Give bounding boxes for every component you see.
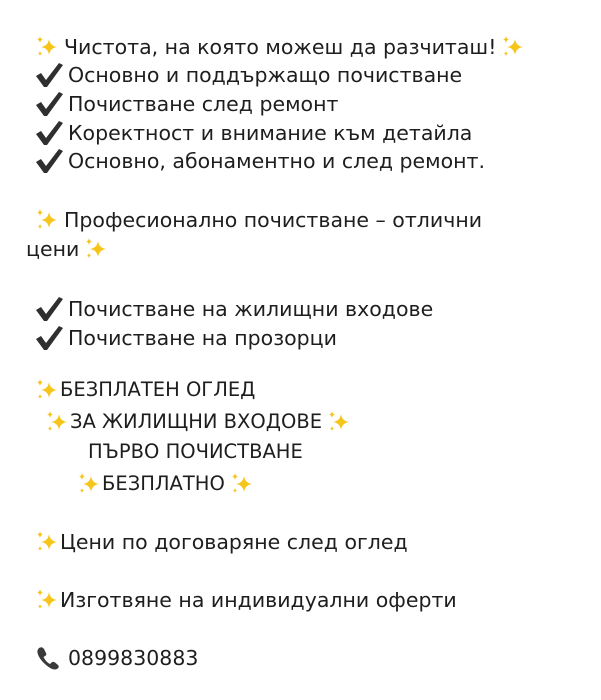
- check-icon: [34, 325, 64, 351]
- list-item-text: Почистване на прозорци: [68, 326, 337, 350]
- phone-line: [34, 643, 198, 673]
- headline-line: [34, 32, 526, 62]
- list-item-text: Почистване на жилищни входове: [68, 297, 434, 321]
- free-inspection-text: БЕЗПЛАТЕН ОГЛЕД: [60, 378, 256, 401]
- sparkles-icon: [229, 471, 255, 497]
- list-item-text: Почистване след ремонт: [68, 92, 339, 116]
- negotiable-prices-text: Цени по договаряне след оглед: [60, 530, 408, 554]
- sparkles-icon: [83, 236, 109, 262]
- sparkles-icon: [34, 34, 60, 60]
- free-inspection-line: [34, 375, 255, 405]
- check-icon: [34, 148, 64, 174]
- phone-icon: [34, 645, 62, 671]
- sparkles-icon: [34, 207, 60, 233]
- first-cleaning-text: ПЪРВО ПОЧИСТВАНЕ: [88, 440, 303, 463]
- list-item: [34, 118, 472, 148]
- headline-text: Чистота, на която можеш да разчиташ!: [64, 35, 497, 59]
- phone-number[interactable]: 0899830883: [68, 646, 199, 670]
- list-item: [34, 294, 433, 324]
- free-line: [76, 469, 255, 499]
- sparkles-icon: [44, 409, 70, 435]
- pro-cleaning-line: [34, 205, 482, 235]
- check-icon: [34, 296, 64, 322]
- prices-line: [26, 234, 109, 264]
- list-item-text: Основно, абонаментно и след ремонт.: [68, 149, 486, 173]
- sparkles-icon: [34, 587, 60, 613]
- offers-text: Изготвяне на индивидуални оферти: [60, 588, 457, 612]
- check-icon: [34, 91, 64, 117]
- entrances-text: ЗА ЖИЛИЩНИ ВХОДОВЕ: [70, 410, 323, 433]
- list-item: [34, 146, 485, 176]
- sparkles-icon: [34, 377, 60, 403]
- pro-cleaning-text: Професионално почистване – отлични: [64, 208, 483, 232]
- offers-line: [34, 585, 457, 615]
- prices-text: цени: [26, 237, 80, 261]
- list-item-text: Коректност и внимание към детайла: [68, 121, 473, 145]
- entrances-line: [44, 407, 352, 437]
- list-item: [34, 60, 462, 90]
- check-icon: [34, 62, 64, 88]
- sparkles-icon: [326, 409, 352, 435]
- sparkles-icon: [34, 529, 60, 555]
- list-item-text: Основно и поддържащо почистване: [68, 63, 463, 87]
- free-text: БЕЗПЛАТНО: [102, 472, 225, 495]
- list-item: [34, 323, 337, 353]
- list-item: [34, 89, 338, 119]
- negotiable-prices-line: [34, 527, 408, 557]
- sparkles-icon: [500, 34, 526, 60]
- sparkles-icon: [76, 471, 102, 497]
- check-icon: [34, 120, 64, 146]
- first-cleaning-line: [88, 437, 303, 467]
